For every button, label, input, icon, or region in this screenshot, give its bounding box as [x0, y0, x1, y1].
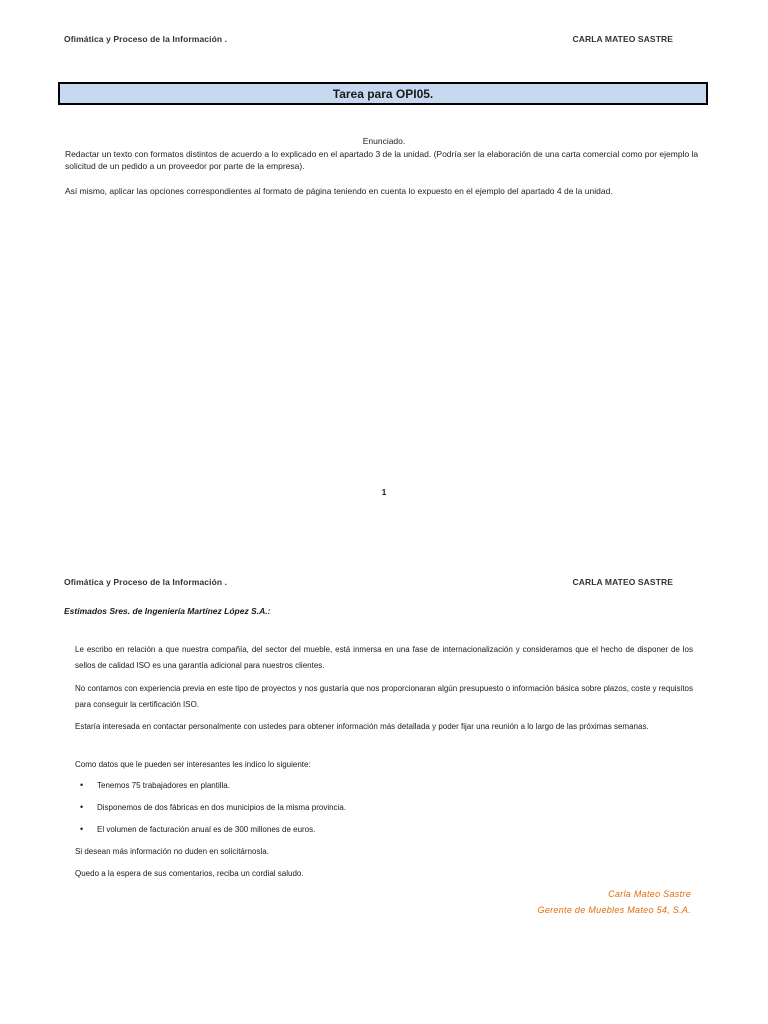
page2-header-right: CARLA MATEO SASTRE: [572, 577, 673, 587]
letter-paragraph: Estaría interesada en contactar personalmente con ustedes para obtener información más detallada y poder fijar una reunión a lo largo de las próximas semanas.: [75, 722, 649, 731]
bullet-icon: •: [80, 802, 84, 812]
signature-title: Gerente de Muebles Mateo 54, S.A.: [537, 905, 691, 915]
bullet-icon: •: [80, 824, 84, 834]
page1-header-left: Ofimática y Proceso de la Información .: [64, 34, 228, 44]
page-number: 1: [381, 487, 387, 497]
letter-greeting: Estimados Sres. de Ingeniería Martínez López S.A.:: [64, 606, 271, 616]
task-title-box: [58, 82, 708, 105]
signature-name: Carla Mateo Sastre: [608, 889, 691, 899]
enunciado-label: Enunciado.: [362, 136, 406, 146]
page2-header-left: Ofimática y Proceso de la Información .: [64, 577, 228, 587]
letter-closing: Si desean más información no duden en solicitárnosla.: [75, 847, 269, 856]
list-item: [80, 802, 346, 812]
enunciado-paragraph-1: Redactar un texto con formatos distintos de acuerdo a lo explicado en el apartado 3 de la unidad. (Podría ser la elaboración de una carta comercial como por ejemplo la solicitud de un pedido a un proveedor por parte de la empresa).: [65, 149, 699, 171]
list-item-text: Disponemos de dos fábricas en dos municipios de la misma provincia.: [97, 802, 347, 812]
letter-paragraph: No contamos con experiencia previa en este tipo de proyectos y nos gustaría que nos proporcionaran algún presupuesto o información básica sobre plazos, coste y requisitos para conseguir la certificación ISO.: [75, 684, 693, 709]
letter-paragraph: Le escribo en relación a que nuestra compañía, del sector del mueble, está inmersa en una fase de internacionalización y consideramos que el hecho de disponer de los sellos de calidad ISO es una garantía adicional para nuestros clientes.: [75, 645, 693, 670]
letter-closing: Quedo a la espera de sus comentarios, reciba un cordial saludo.: [75, 869, 304, 878]
list-item-text: El volumen de facturación anual es de 300 millones de euros.: [97, 824, 316, 834]
enunciado-paragraph-2: Así mismo, aplicar las opciones correspondientes al formato de página teniendo en cuenta lo expuesto en el ejemplo del apartado 4 de la unidad.: [65, 186, 613, 196]
list-item: [80, 780, 230, 790]
bullet-icon: •: [80, 780, 84, 790]
list-item: [80, 824, 315, 834]
list-item-text: Tenemos 75 trabajadores en plantilla.: [97, 780, 230, 790]
page1-header-right: CARLA MATEO SASTRE: [572, 34, 673, 44]
letter-paragraph: Como datos que le pueden ser interesantes les indico lo siguiente:: [75, 760, 311, 769]
task-title: Tarea para OPI05.: [332, 86, 434, 101]
